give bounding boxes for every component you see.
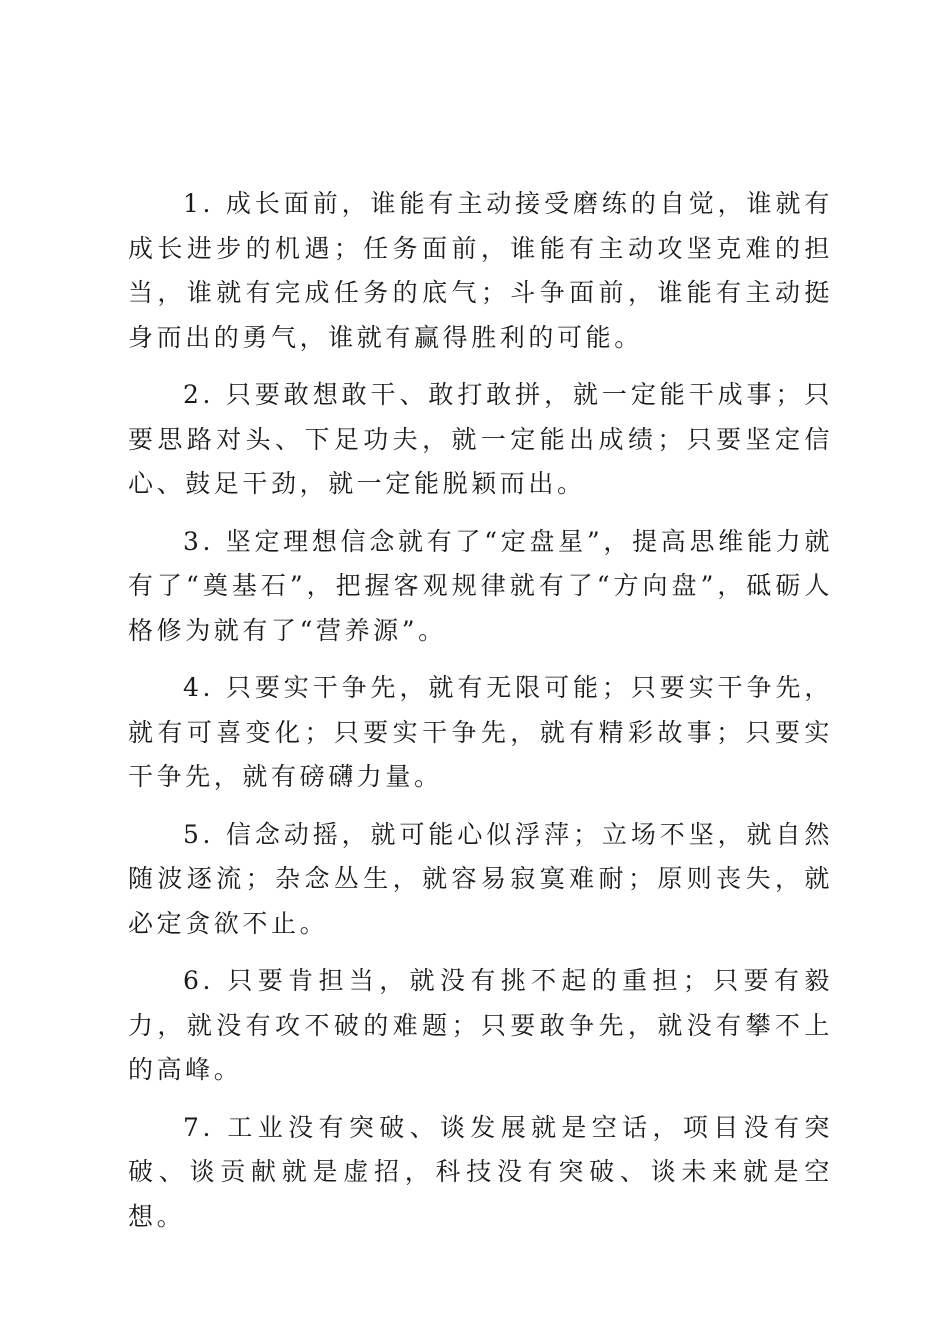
paragraph-6: 6. 只要肯担当，就没有挑不起的重担；只要有毅力，就没有攻不破的难题；只要敢争先，就没有攀不上的高峰。 (128, 966, 833, 1084)
paragraph-4: 4. 只要实干争先，就有无限可能；只要实干争先，就有可喜变化；只要实干争先，就有精彩故事；只要实干争先，就有磅礴力量。 (128, 673, 833, 791)
paragraph-1: 1. 成长面前，谁能有主动接受磨练的自觉，谁就有成长进步的机遇；任务面前，谁能有主动攻坚克难的担当，谁就有完成任务的底气；斗争面前，谁能有主动挺身而出的勇气，谁就有赢得胜利的可能。 (128, 189, 833, 352)
document-body (128, 182, 833, 1252)
paragraph-2: 2. 只要敢想敢干、敢打敢拼，就一定能干成事；只要思路对头、下足功夫，就一定能出成绩；只要坚定信心、鼓足干劲，就一定能脱颖而出。 (128, 380, 833, 498)
paragraph-7: 7. 工业没有突破、谈发展就是空话，项目没有突破、谈贡献就是虚招，科技没有突破、谈未来就是空想。 (128, 1112, 833, 1231)
paragraph-3: 3. 坚定理想信念就有了“定盘星”，提高思维能力就有了“奠基石”，把握客观规律就有了“方向盘”，砥砺人格修为就有了“营养源”。 (128, 526, 833, 645)
paragraph-5: 5. 信念动摇，就可能心似浮萍；立场不坚，就自然随波逐流；杂念丛生，就容易寂寞难耐；原则丧失，就必定贪欲不止。 (128, 819, 833, 938)
